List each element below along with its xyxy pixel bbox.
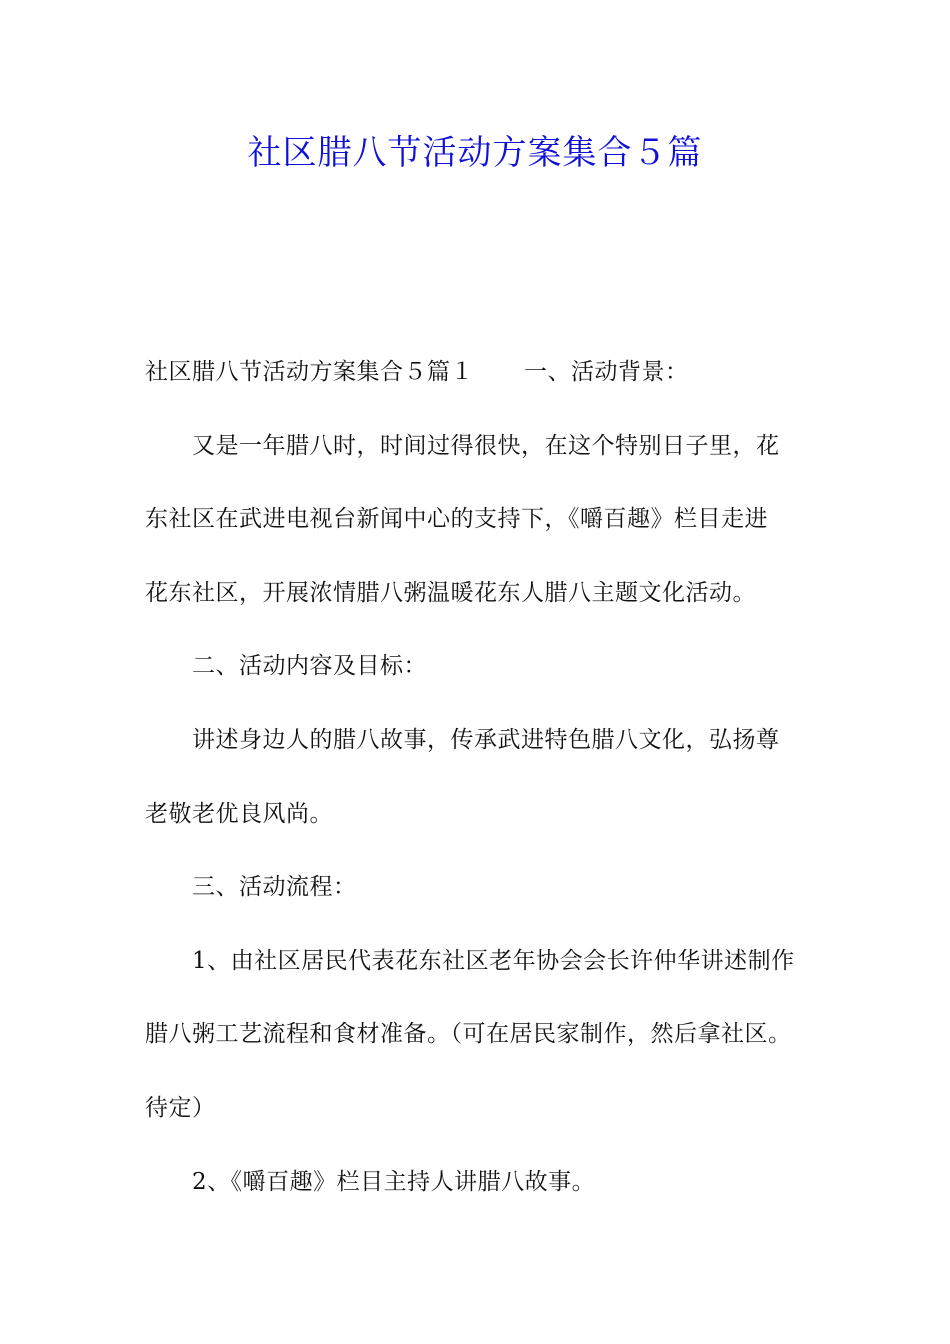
subsection-heading: 一、活动背景： (524, 359, 689, 385)
paragraph-line-3: 东社区在武进电视台新闻中心的支持下，《嚼百趣》栏目走进 (145, 506, 768, 533)
paragraph-line-12: 2、《嚼百趣》栏目主持人讲腊八故事。 (192, 1168, 596, 1195)
document-title: 社区腊八节活动方案集合５篇 (247, 133, 703, 173)
paragraph-line-1 (145, 336, 815, 410)
paragraph-line-7: 老敬老优良风尚。 (145, 800, 333, 827)
paragraph-line-4: 花东社区，开展浓情腊八粥温暖花东人腊八主题文化活动。 (145, 579, 756, 606)
paragraph-line-11: 待定） (145, 1094, 216, 1121)
paragraph-line-2: 又是一年腊八时，时间过得很快，在这个特别日子里，花 (192, 432, 780, 459)
paragraph-line-5: 二、活动内容及目标： (192, 653, 427, 680)
paragraph-line-9: 1、由社区居民代表花东社区老年协会会长许仲华讲述制作 (192, 947, 795, 974)
paragraph-line-6: 讲述身边人的腊八故事，传承武进特色腊八文化，弘扬尊 (192, 726, 780, 753)
paragraph-line-8: 三、活动流程： (192, 874, 357, 901)
paragraph-line-10: 腊八粥工艺流程和食材准备。（可在居民家制作，然后拿社区。 (145, 1021, 792, 1048)
document-body (145, 336, 815, 1219)
section-heading: 社区腊八节活动方案集合５篇１ (145, 359, 474, 385)
